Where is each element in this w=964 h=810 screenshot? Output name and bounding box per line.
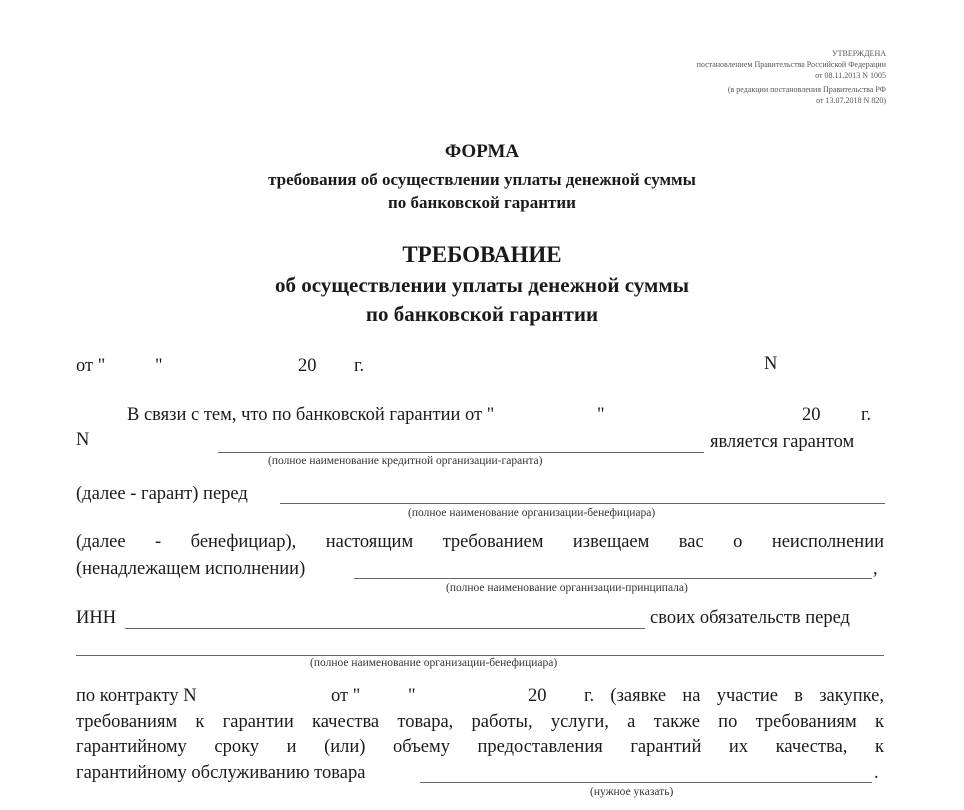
- demand-subtitle-line1: об осуществлении уплаты денежной суммы: [274, 273, 690, 297]
- approval-stamp-line5: от 13.07.2018 N 820): [816, 96, 886, 105]
- para2-improper: (ненадлежащем исполнении): [76, 559, 306, 579]
- approval-stamp-line3: от 08.11.2013 N 1005: [815, 71, 886, 80]
- para2-comma: ,: [873, 559, 878, 579]
- date-from: от ": [76, 356, 106, 376]
- caption-guarantor: (полное наименование кредитной организации-гаранта): [268, 455, 543, 467]
- inn-label: ИНН: [76, 608, 117, 628]
- contract-label: по контракту N: [76, 686, 197, 706]
- contract-tail: г. (заявке на участие в закупке,: [584, 686, 884, 706]
- beneficiary-name-line: [280, 503, 885, 504]
- contract-quote: ": [408, 686, 416, 706]
- contract-dot: .: [874, 763, 879, 783]
- caption-principal: (полное наименование организации-принципала): [446, 582, 688, 594]
- form-title: ФОРМА: [444, 141, 520, 162]
- inn-value-line: [125, 628, 645, 629]
- para2-beneficiary-line: (далее - бенефициар), настоящим требованием извещаем вас о неисполнении: [76, 532, 884, 552]
- caption-beneficiary2: (полное наименование организации-бенефициара): [310, 657, 558, 669]
- contract-line2: требованиям к гарантии качества товара, работы, услуги, а также по требованиям к: [76, 712, 884, 732]
- para1-text: В связи с тем, что по банковской гарантии от ": [127, 405, 495, 425]
- demand-title: ТРЕБОВАНИЕ: [402, 242, 562, 267]
- date-year-prefix: 20: [298, 356, 317, 376]
- approval-stamp-line2: постановлением Правительства Российской Федерации: [696, 60, 886, 69]
- date-year-suffix: г.: [354, 356, 365, 376]
- para2-before: (далее - гарант) перед: [76, 484, 248, 504]
- caption-specify: (нужное указать): [590, 786, 674, 798]
- contract-from: от ": [331, 686, 361, 706]
- principal-name-line: [354, 578, 872, 579]
- para1-quote-close: ": [597, 405, 605, 425]
- para1-number-label: N: [76, 430, 90, 450]
- form-subtitle-line1: требования об осуществлении уплаты денежной суммы: [268, 170, 696, 189]
- date-quote-close: ": [155, 356, 163, 376]
- demand-subtitle-line2: по банковской гарантии: [365, 302, 599, 326]
- specify-line: [420, 782, 872, 783]
- contract-line4: гарантийному обслуживанию товара: [76, 763, 366, 783]
- approval-stamp-line4: (в редакции постановления Правительства РФ: [727, 85, 886, 94]
- caption-beneficiary: (полное наименование организации-бенефициара): [408, 507, 656, 519]
- contract-line3: гарантийному сроку и (или) объему предоставления гарантий их качества, к: [76, 737, 884, 757]
- beneficiary2-name-line: [76, 655, 884, 656]
- para1-year-suffix: г.: [861, 405, 872, 425]
- date-number-label: N: [764, 354, 778, 374]
- para1-year-prefix: 20: [802, 405, 821, 425]
- guarantor-name-line: [218, 452, 704, 453]
- form-subtitle-line2: по банковской гарантии: [388, 193, 576, 212]
- contract-year: 20: [528, 686, 547, 706]
- para1-is-guarantor: является гарантом: [710, 432, 855, 452]
- inn-obligations: своих обязательств перед: [650, 608, 850, 628]
- approval-stamp-line1: УТВЕРЖДЕНА: [831, 49, 886, 58]
